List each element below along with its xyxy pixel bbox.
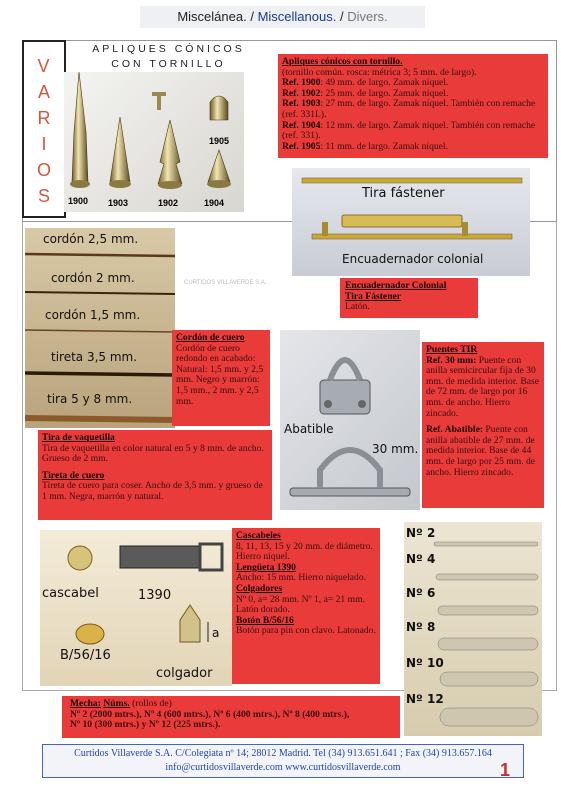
- varios-letter: O: [36, 160, 51, 180]
- fastener-photo: [292, 168, 530, 276]
- footer-address: Curtidos Villaverde S.A. C/Colegiata nº 14; 28012 Madrid. Tel (34) 913.651.641 ; Fax (34) 913.657.164: [74, 748, 492, 759]
- label-1904: 1904: [204, 198, 225, 208]
- label-b5616: B/56/16: [60, 648, 111, 663]
- puentes-description: Puentes TIR Ref. 30 mm: Puente con anilla semicircular fija de 30 mm. de medida interior. Base de 72 mm. de largo por 16 mm. de ancho. Hierro zincado. Ref. Abatible: Puente con anilla abatible de 27 mm. de medida interior. Base de 44 mm. de largo por 25 mm. de ancho. Hierro zincado.: [422, 342, 544, 508]
- apliques-heading: Apliques cónicos con tornillo.: [282, 56, 403, 67]
- watermark: CURTIDOS VILLAVERDE S.A.: [184, 280, 267, 286]
- varios-letter: R: [37, 108, 51, 128]
- mecha-photo: [404, 522, 542, 736]
- label-cordon-15: cordón 1,5 mm.: [45, 308, 141, 322]
- apliques-title-1: APLIQUES CÓNICOS: [92, 43, 245, 55]
- label-1902: 1902: [158, 198, 179, 208]
- label-tira-fastener: Tira fástener: [362, 186, 445, 201]
- header-fr: Divers.: [347, 9, 388, 24]
- page-number: 1: [500, 760, 511, 780]
- varios-label: [22, 40, 66, 218]
- mecha-description: Mecha: Núms. (rollos de) Nº 2 (2000 mtrs.), Nº 4 (600 mtrs.), Nº 6 (400 mtrs.), Nº 8 (400 mtrs.), Nº 10 (300 mtrs.) y Nº 12 (225 mtrs.).: [62, 696, 400, 738]
- apliques-title-2: CON TORNILLO: [111, 58, 226, 70]
- apliques-photo: [64, 72, 244, 212]
- varios-letter: V: [37, 56, 51, 76]
- puentes-drawing: [280, 330, 420, 510]
- label-n6: Nº 6: [406, 586, 436, 600]
- label-cordon-25: cordón 2,5 mm.: [43, 232, 139, 246]
- label-1390: 1390: [138, 588, 172, 603]
- fastener-description: Encuadernador Colonial Tira Fástener Latón.: [340, 278, 478, 318]
- cordon-description: Cordón de cuero Cordón de cuero redondo en acabado: Natural: 1,5 mm. y 2,5 mm. Negro y marrón: 1,5 mm., 2 mm. y 2,5 mm.: [172, 330, 270, 426]
- puentes-photo: [280, 330, 420, 510]
- label-tireta: tireta 3,5 mm.: [51, 350, 138, 364]
- header-en: Miscellanous.: [257, 9, 337, 24]
- cascabeles-description: Cascabeles 8, 11, 13, 15 y 20 mm. de diámetro. Hierro níquel. Lengüeta 1390 Ancho: 15 mm. Hierro niquelado. Colgadores Nº 0, a= 28 mm. Nº 1, a= 21 mm. Latón dorado. Botón B/56/16 Botón para pin con clavo. Latonado.: [232, 528, 380, 684]
- label-1905: 1905: [209, 136, 230, 146]
- apliques-description: Apliques cónicos con tornillo. (tornillo común. rosca: métrica 3; 5 mm. de largo). Ref. 1900: 49 mm. de largo. Zamak níquel. Ref. 1902: 25 mm. de largo. Zamak níquel. Ref. 1903: 27 mm. de largo. Zamak níquel. También con remache (ref. 331L). Ref. 1904: 12 mm. de largo. Zamak níquel. También con remache (ref. 331). Ref. 1905: 11 mm. de largo. Zamak níquel.: [278, 54, 548, 158]
- label-1900: 1900: [68, 196, 89, 206]
- header-es: Miscelánea.: [177, 9, 247, 24]
- varios-letter: I: [41, 134, 47, 154]
- label-tira: tira 5 y 8 mm.: [47, 392, 133, 406]
- label-n2: Nº 2: [406, 526, 436, 540]
- label-n8: Nº 8: [406, 620, 436, 634]
- cordon-photo: [25, 228, 175, 428]
- label-colgador: colgador: [156, 666, 213, 681]
- footer: [42, 744, 524, 778]
- label-n10: Nº 10: [406, 656, 444, 670]
- label-abatible: Abatible: [284, 422, 334, 436]
- page-header: Miscelánea. / Miscellanous. / Divers.: [140, 6, 425, 28]
- label-cascabel: cascabel: [42, 586, 99, 601]
- label-a: a: [212, 626, 220, 640]
- label-1903: 1903: [108, 198, 129, 208]
- cascabeles-photo: [40, 530, 232, 686]
- label-n4: Nº 4: [406, 552, 436, 566]
- footer-web: info@curtidosvillaverde.com www.curtidosvillaverde.com: [165, 762, 401, 773]
- label-n12: Nº 12: [406, 692, 444, 706]
- label-cordon-2: cordón 2 mm.: [51, 271, 135, 285]
- vaquetilla-description: Tira de vaquetilla Tira de vaquetilla en color natural en 5 y 8 mm. de ancho. Grueso de 2 mm. Tireta de cuero Tireta de cuero para coser. Ancho de 3,5 mm. y grueso de 1 mm. Negra, marrón y natural.: [38, 430, 272, 520]
- varios-letter: S: [37, 186, 50, 206]
- varios-letter: A: [37, 82, 50, 102]
- label-encuadernador: Encuadernador colonial: [342, 252, 484, 266]
- label-30mm: 30 mm.: [372, 442, 419, 456]
